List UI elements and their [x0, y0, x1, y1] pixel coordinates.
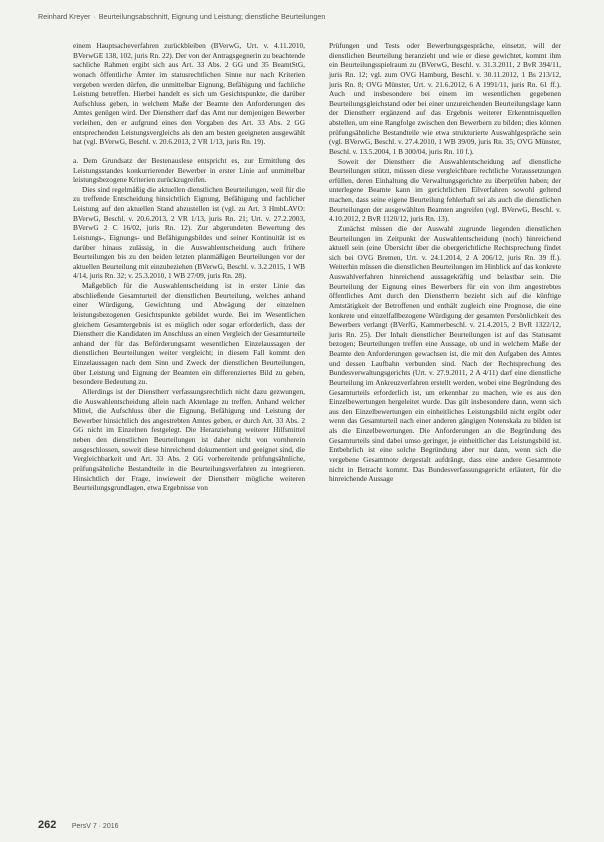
- right-paragraph: Soweit der Dienstherr die Auswahlentscheidung auf dienstliche Beurteilungen stützt, müssen diese vergleichbare rechtliche Voraussetzungen erfüllen, deren Einhaltung die Verwaltungsgerichte zu überprüfen haben; der unterlegene Beamte kann im gerichtlichen Eilverfahren sowohl geltend machen, dass seine eigene Beurteilung fehlerhaft sei als auch die dienstlichen Beurteilungen der ausgewählten Beamten angreifen (vgl. BVerwG, Beschl. v. 4.10.2012, 2 BvR 1120/12, juris Rn. 13).: [329, 156, 561, 224]
- left-paragraph: Allerdings ist der Dienstherr verfassungsrechtlich nicht dazu gezwungen, die Auswahlentscheidung allein nach Aktenlage zu treffen. Anhand welcher Mittel, die Aufschluss über die Eignung, Befähigung und Leistung der Bewerber hinsichtlich des angestrebten Amtes geben, er durch Art. 33 Abs. 2 GG nicht im Einzelnen festgelegt. Die Heranziehung weiterer Hilfsmittel neben den dienstlichen Beurteilungen ist daher nicht von vornherein ausgeschlossen, soweit diese hinreichend dokumentiert und geeignet sind, die Vergleichbarkeit und Art. 33 Abs. 2 GG vorbereitende prüfungsähnliche, prüfungsähnliche Bestandteile in die Beurteilungsverfahren zu integrieren. Hinsichtlich der Frage, inwieweit der Dienstherr mögliche weiteren Beurteilungsgrundlagen, etwa Ergebnisse von: [73, 386, 305, 493]
- left-column: [73, 41, 305, 493]
- header-separator: ·: [93, 12, 96, 21]
- header-author: Reinhard Kreyer: [38, 12, 91, 21]
- page-number: 262: [38, 819, 57, 831]
- right-paragraph: Zunächst müssen die der Auswahl zugrunde liegenden dienstlichen Beurteilungen im Zeitpunkt der Auswahlentscheidung (noch) hinreichend aktuell sein (eine Übersicht über die obergerichtliche Rechtsprechung findet sich bei OVG Bremen, Urt. v. 24.1.2014, 2 A 206/12, juris Rn. 39 ff.). Weiterhin müssen die dienstlichen Beurteilungen im Hinblick auf das konkrete Auswahlverfahren hinreichend aussagekräftig und belastbar sein. Die Beurteilung der Eignung eines Bewerbers für ein von ihm angestrebtes öffentliches Amt durch den Dienstherrn bezieht sich auf die künftige Amtstätigkeit der Betroffenen und enthält zugleich eine Prognose, die eine konkrete und einzelfallbezogene Würdigung der gesamten Persönlichkeit des Bewerbers verlangt (BVerfG, Kammerbeschl. v. 21.4.2015, 2 BvR 1322/12, juris Rn. 25). Der Inhalt dienstlicher Beurteilungen ist auf das Statusamt bezogen; Beurteilungen treffen eine Aussage, ob und in welchem Maße der Beamte den Anforderungen gewachsen ist, die mit den Aufgaben des Amtes und dessen Laufbahn verbunden sind. Nach der Rechtsprechung des Bundesverwaltungsgerichts (Urt. v. 27.9.2011, 2 A 4/11) darf eine dienstliche Beurteilung im Ankreuzverfahren erstellt werden, wobei eine Begründung des Gesamturteils erforderlich ist, um erkennbar zu machen, wie es aus den Einzelbewertungen hergeleitet wurde. Das gilt insbesondere dann, wenn sich aus den Einzelbewertungen ein einheitliches Leistungsbild nicht ergibt oder wenn das Gesamturteil nach einer anderen gängigen Notenskala zu bilden ist als die Einzelbewertungen. Die Anforderungen an die Begründung des Gesamturteils sind dabei umso geringer, je einheitlicher das Leistungsbild ist. Entbehrlich ist eine solche Begründung aber nur dann, wenn sich die vergebene Gesamtnote dergestalt aufdrängt, dass eine andere Gesamtnote nicht in Betracht kommt. Das Bundesverfassungsgericht erläutert, für die hinreichende Aussage: [329, 223, 561, 484]
- page-footer: [38, 815, 119, 833]
- left-paragraph: einem Hauptsacheverfahren zurückbleiben (BVerwG, Urt. v. 4.11.2010, BVerwGE 138, 102, juris Rn. 22). Der von der Antragsgegnerin zu beachtende sachliche Rahmen ergibt sich aus Art. 33 Abs. 2 GG und 35 BeamtStG, wonach öffentliche Ämter im statusrechtlichen Sinne nur nach Kriterien vergeben werden dürfen, die unmittelbar Eignung, Befähigung und fachliche Leistung betreffen. Hierbei handelt es sich um Gesichtspunkte, die darüber Aufschluss geben, in welchem Maße der Beamte den Anforderungen des Amtes genügen wird. Der Dienstherr darf das Amt nur demjenigen Bewerber verleihen, den er aufgrund eines den Vorgaben des Art. 33 Abs. 2 GG entsprechenden Leistungsvergleichs als den am besten geeigneten ausgewählt hat (vgl. BVerwG, Beschl. v. 20.6.2013, 2 VR 1/13, juris Rn. 19).: [73, 41, 305, 147]
- journal-reference: PersV 7 · 2016: [71, 823, 119, 830]
- right-paragraph: Prüfungen und Tests oder Bewerbungsgespräche, einsetzt, will der dienstlichen Beurteilung heranzieht und wie er diese gewichtet, kommt ihm ein Beurteilungsspielraum zu (BVerwG, Beschl. v. 31.3.2011, 2 BvR 394/11, juris Rn. 12; vgl. zum OVG Hamburg, Beschl. v. 30.11.2012, 1 Bs 213/12, juris Rn. 8; OVG Münster, Urt. v. 21.6.2012, 6 A 1991/11, juris Rn. 61 ff.). Auch und insbesondere bei einem im wesentlichen gegebenen Beurteilungsgleichstand oder bei einer unzureichenden Beurteilungslage kann der Dienstherr ergänzend auf das Ergebnis weiterer Erkenntnisquellen abstellen, um eine Rangfolge zwischen den Bewerbern zu bilden; dies können prüfungsähnliche Bestandteile wie etwa strukturierte Auswahlgespräche sein (vgl. BVerwG, Beschl. v. 27.4.2010, 1 WB 39/09, juris Rn. 35; OVG Münster, Beschl. v. 13.5.2004, 1 B 300/04, juris Rn. 10 f.).: [329, 41, 561, 156]
- running-header: [38, 12, 578, 21]
- right-column: [329, 41, 561, 484]
- left-paragraph: Maßgeblich für die Auswahlentscheidung ist in erster Linie das abschließende Gesamturteil der dienstlichen Beurteilung, welches anhand einer Würdigung, Gewichtung und Abwägung der einzelnen leistungsbezogenen Gesichtspunkte gebildet wurde. Bei im Wesentlichen gleichem Gesamtergebnis ist es möglich oder sogar erforderlich, dass der Dienstherr die Kandidaten im Anschluss an einen Vergleich der Gesamturteile anhand der für das Beförderungsamt wesentlichen Einzelaussagen der dienstlichen Beurteilungen weiter vergleicht; in diesem Fall kommt den Einzelaussagen nach dem Sinn und Zweck der dienstlichen Beurteilungen, über Leistung und Eignung der Beamten ein differenziertes Bild zu geben, besondere Bedeutung zu.: [73, 281, 305, 387]
- left-paragraph: Dies sind regelmäßig die aktuellen dienstlichen Beurteilungen, weil für die zu treffende Entscheidung hinsichtlich Eignung, Befähigung und fachlicher Leistung auf den aktuellen Stand abzustellen ist (vgl. zu Art. 3 HmbLAVO: BVerwG, Beschl. v. 20.6.2013, 2 VR 1/13, juris Rn. 21; Urt. v. 27.2.2003, BVerwG 2 C 16/02, juris Rn. 12). Zur abgerundeten Bewertung des Leistungs-, Eignungs- und Befähigungsbildes und seiner Kontinuität ist es darüber hinaus zulässig, in die Auswahlentscheidung auch frühere Beurteilungen bis zu den beiden letzten planmäßigen Beurteilungen vor der aktuellen Beurteilung mit einzubeziehen (BVerwG, Beschl. v. 3.2.2015, 1 WB 4/14, juris Rn. 32; v. 25.3.2010, 1 WB 27/09, juris Rn. 28).: [73, 184, 305, 281]
- left-paragraph: a. Dem Grundsatz der Bestenauslese entspricht es, zur Ermittlung des Leistungsstandes konkurrierender Bewerber in erster Linie auf unmittelbar leistungsbezogene Kriterien zurückzugreifen.: [73, 155, 305, 185]
- header-title: Beurteilungsabschnitt, Eignung und Leistung; dienstliche Beurteilungen: [98, 12, 326, 21]
